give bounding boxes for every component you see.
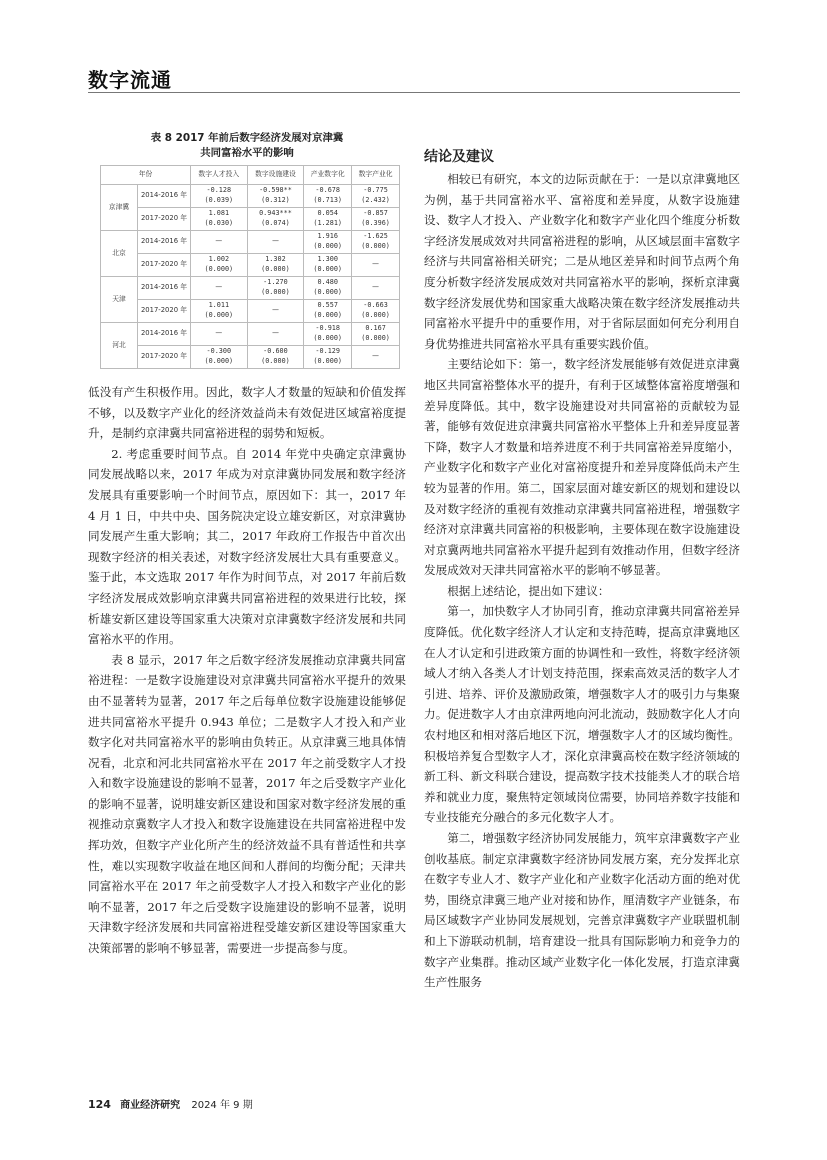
- coefficient: —: [215, 237, 223, 246]
- coefficient: -0.300: [206, 347, 232, 356]
- std-error: (0.000): [361, 311, 390, 319]
- period-cell: 2014-2016 年: [138, 231, 191, 254]
- table-caption-line-1: 表 8 2017 年前后数字经济发展对京津冀: [150, 132, 344, 144]
- value-cell: [191, 185, 248, 208]
- std-error: (2.432): [361, 196, 390, 204]
- value-cell: [247, 254, 304, 277]
- coefficient: 1.081: [208, 209, 230, 218]
- std-error: (0.000): [361, 242, 390, 250]
- coefficient: 1.916: [317, 232, 338, 241]
- coefficient: 1.002: [208, 255, 230, 264]
- std-error: (0.000): [204, 311, 234, 319]
- std-error: (0.000): [204, 357, 234, 365]
- page-number: 124: [88, 1098, 111, 1111]
- value-cell: [304, 346, 352, 369]
- table-body: [101, 185, 400, 369]
- paragraph: 相较已有研究，本文的边际贡献在于：一是以京津冀地区为例，基于共同富裕水平、富裕度和差异度，从数字设施建设、数字人才投入、产业数字化和数字产业化四个维度分析数字经济发展成效对共同富裕进程的影响，从区域层面丰富数字经济与共同富裕相关研究；二是从地区差异和时间节点两个角度分析数字经济发展成效对共同富裕水平的影响，探析京津冀数字经济发展优势和国家重大战略决策在数字经济发展推动共同富裕水平提升中的重要作用，对于省际层面如何充分利用自身优势推进共同富裕水平具有重要实践价值。: [424, 172, 740, 351]
- period-cell: 2017-2020 年: [138, 208, 191, 231]
- right-column: [424, 146, 740, 993]
- value-cell: [352, 300, 400, 323]
- std-error: (0.074): [261, 219, 290, 227]
- std-error: (0.713): [313, 196, 343, 204]
- std-error: (1.281): [313, 219, 343, 227]
- coefficient: —: [272, 237, 279, 246]
- std-error: (0.030): [204, 219, 234, 227]
- header-digital-industrialization: 数字产业化: [352, 166, 400, 185]
- coefficient: 1.011: [208, 301, 230, 310]
- value-cell: [304, 185, 352, 208]
- std-error: (0.000): [261, 288, 290, 296]
- value-cell: [352, 346, 400, 369]
- coefficient: 1.300: [317, 255, 338, 264]
- value-cell: [352, 185, 400, 208]
- value-cell: [352, 208, 400, 231]
- value-cell: [352, 323, 400, 346]
- coefficient: —: [215, 283, 223, 292]
- period-cell: 2014-2016 年: [138, 185, 191, 208]
- value-cell: [304, 208, 352, 231]
- coefficient: 1.302: [265, 255, 286, 264]
- table-row: [101, 208, 400, 231]
- value-cell: [304, 277, 352, 300]
- header-industry-digitization: 产业数字化: [304, 166, 352, 185]
- value-cell: [247, 277, 304, 300]
- table-row: [101, 323, 400, 346]
- coefficient: 0.943***: [259, 209, 292, 218]
- period-cell: 2017-2020 年: [138, 346, 191, 369]
- table-caption-line-2: 共同富裕水平的影响: [200, 147, 294, 159]
- coefficient: 0.480: [317, 278, 338, 287]
- table-row: [101, 254, 400, 277]
- table-row: [101, 300, 400, 323]
- value-cell: [247, 231, 304, 254]
- header-divider: [88, 92, 740, 93]
- value-cell: [247, 185, 304, 208]
- header-year: 年份: [101, 166, 191, 185]
- table-caption: [88, 131, 406, 161]
- page-footer: [88, 1096, 253, 1111]
- value-cell: [247, 208, 304, 231]
- paragraph: 表 8 显示，2017 年之后数字经济发展推动京津冀共同富裕进程：一是数字设施建设对京津冀共同富裕水平提升的效果由不显著转为显著，2017 年之后每单位数字设施建设能够促进共同富裕水平提升 0.943 单位；二是数字人才投入和产业数字化对共同富裕水平的影响由负转正。从京津冀三地具体情况看，北京和河北共同富裕水平在 2017 年之前受数字人才投入和数字设施建设的影响不显著，2017 年之后受数字产业化的影响不显著，说明雄安新区建设和国家对数字经济发展的重视推动京冀数字人才投入和数字设施建设在共同富裕进程中发挥功效，但数字产业化所产生的经济效益不具有普适性和共享性，难以实现数字收益在地区间和人群间的均衡分配；天津共同富裕水平在 2017 年之前受数字人才投入和数字产业化的影响不显著，2017 年之后受数字设施建设的影响不显著，说明天津数字经济发展和共同富裕进程受雄安新区建设等国家重大决策部署的影响不够显著，需要进一步提高参与度。: [88, 652, 406, 956]
- region-cell: 北京: [101, 231, 138, 277]
- table-row: [101, 185, 400, 208]
- coefficient: 0.557: [317, 301, 338, 310]
- section-heading: 结论及建议: [424, 149, 494, 165]
- coefficient: —: [372, 352, 379, 361]
- table-row: [101, 231, 400, 254]
- coefficient: —: [372, 260, 379, 269]
- value-cell: [247, 346, 304, 369]
- paragraph: 第一，加快数字人才协同引育，推动京津冀共同富裕差异度降低。优化数字经济人才认定和支持范畴，提高京津冀地区在人才认定和引进政策方面的协调性和一致性，将数字经济领域人才纳入各类人才计划支持范围，探索高效灵活的数字人才引进、培养、评价及激励政策，增强数字人才的吸引力与集聚力。促进数字人才由京津两地向河北流动，鼓励数字化人才向农村地区和相对落后地区下沉，增强数字人才的区域均衡性。积极培养复合型数字人才，深化京津冀高校在数字经济领域的新工科、新文科联合建设，提高数字技术技能类人才的联合培养和就业力度，聚焦特定领域岗位需要，协同培养数字技能和专业技能充分融合的多元化数字人才。: [424, 604, 740, 825]
- value-cell: [304, 300, 352, 323]
- paragraph: 主要结论如下：第一，数字经济发展能够有效促进京津冀地区共同富裕整体水平的提升，有利于区域整体富裕度增强和差异度降低。其中，数字设施建设对共同富裕的贡献较为显著，能够有效促进京津冀共同富裕水平整体上升和差异度显著下降，数字人才数量和培养进度不利于共同富裕差异度缩小，产业数字化和数字产业化对富裕度提升和差异度降低尚未产生较为显著的作用。第二，国家层面对雄安新区的规划和建设以及对数字经济的重视有效推动京津冀共同富裕进程，增强数字经济对京津冀共同富裕的积极影响，主要体现在数字设施建设对京冀两地共同富裕水平提升起到有效推动作用，但数字经济发展成效对天津共同富裕水平的影响不够显著。: [424, 357, 740, 578]
- coefficient: -1.270: [263, 278, 288, 287]
- coefficient: -0.775: [363, 186, 388, 195]
- coefficient: -1.625: [363, 232, 388, 241]
- section-title: 数字流通: [88, 68, 172, 92]
- std-error: (0.000): [204, 265, 234, 273]
- coefficient: -0.663: [363, 301, 388, 310]
- paragraph: 第二，增强数字经济协同发展能力，筑牢京津冀数字产业创收基底。制定京津冀数字经济协同发展方案，充分发挥北京在数字专业人才、数字产业化和产业数字化活动方面的绝对优势，围绕京津冀三地产业对接和协作，厘清数字产业链条，布局区域数字产业协同发展规划，完善京津冀数字产业联盟机制和上下游联动机制，培育建设一批具有国际影响力和竞争力的数字产业集群。推动区域产业数字化一体化发展，打造京津冀生产性服务: [424, 831, 740, 990]
- std-error: (0.000): [313, 242, 343, 250]
- std-error: (0.000): [313, 288, 343, 296]
- period-cell: 2014-2016 年: [138, 323, 191, 346]
- paragraph: 2. 考虑重要时间节点。自 2014 年党中央确定京津冀协同发展战略以来，2017 年成为对京津冀协同发展和数字经济发展具有重要影响一个时间节点，原因如下：其一，2017 年 4 月 1 日，中共中央、国务院决定设立雄安新区，对京津冀协同发展产生重大影响；其二，2017 年政府工作报告中首次出现数字经济的相关表述，对数字经济发展壮大具有重要意义。鉴于此，本文选取 2017 年作为时间节点，对 2017 年前后数字经济发展成效影响京津冀共同富裕进程的效果进行比较，探析雄安新区建设等国家重大决策对京津冀数字经济发展和共同富裕水平的作用。: [88, 446, 406, 647]
- value-cell: [191, 231, 248, 254]
- coefficient: -0.129: [315, 347, 340, 356]
- std-error: (0.000): [261, 265, 290, 273]
- value-cell: [352, 231, 400, 254]
- period-cell: 2014-2016 年: [138, 277, 191, 300]
- table-row: [101, 346, 400, 369]
- journal-name: 商业经济研究: [120, 1100, 181, 1111]
- std-error: (0.000): [313, 334, 343, 342]
- coefficient: 0.054: [317, 209, 338, 218]
- value-cell: [247, 323, 304, 346]
- value-cell: [304, 323, 352, 346]
- value-cell: [304, 231, 352, 254]
- coefficient: -0.678: [315, 186, 340, 195]
- regression-table: [100, 165, 400, 369]
- issue-label: 2024 年 9 期: [191, 1100, 253, 1111]
- std-error: (0.000): [313, 311, 343, 319]
- table-row: [101, 277, 400, 300]
- paragraph: 低没有产生积极作用。因此，数字人才数量的短缺和价值发挥不够，以及数字产业化的经济效益尚未有效促进区域富裕度提升，是制约京津冀共同富裕进程的弱势和短板。: [88, 385, 406, 441]
- coefficient: -0.598**: [259, 186, 292, 195]
- region-cell: 天津: [101, 277, 138, 323]
- std-error: (0.000): [261, 357, 290, 365]
- std-error: (0.312): [261, 196, 290, 204]
- coefficient: —: [215, 329, 223, 338]
- value-cell: [191, 346, 248, 369]
- std-error: (0.000): [313, 265, 343, 273]
- std-error: (0.000): [361, 334, 390, 342]
- period-cell: 2017-2020 年: [138, 254, 191, 277]
- region-cell: 河北: [101, 323, 138, 369]
- value-cell: [247, 300, 304, 323]
- value-cell: [191, 300, 248, 323]
- coefficient: —: [372, 283, 379, 292]
- coefficient: -0.918: [315, 324, 340, 333]
- std-error: (0.396): [361, 219, 390, 227]
- header-infrastructure: 数字设施建设: [247, 166, 304, 185]
- coefficient: -0.600: [263, 347, 288, 356]
- value-cell: [191, 277, 248, 300]
- coefficient: 0.167: [365, 324, 386, 333]
- value-cell: [191, 254, 248, 277]
- coefficient: -0.857: [363, 209, 388, 218]
- value-cell: [191, 208, 248, 231]
- coefficient: —: [272, 329, 279, 338]
- std-error: (0.039): [204, 196, 234, 204]
- left-column: [88, 382, 406, 959]
- period-cell: 2017-2020 年: [138, 300, 191, 323]
- value-cell: [352, 277, 400, 300]
- value-cell: [352, 254, 400, 277]
- region-cell: 京津冀: [101, 185, 138, 231]
- coefficient: -0.128: [206, 186, 232, 195]
- header-talent: 数字人才投入: [191, 166, 248, 185]
- value-cell: [304, 254, 352, 277]
- coefficient: —: [272, 306, 279, 315]
- table-header-row: [101, 166, 400, 185]
- paragraph: 根据上述结论，提出如下建议：: [447, 583, 610, 598]
- value-cell: [191, 323, 248, 346]
- std-error: (0.000): [313, 357, 343, 365]
